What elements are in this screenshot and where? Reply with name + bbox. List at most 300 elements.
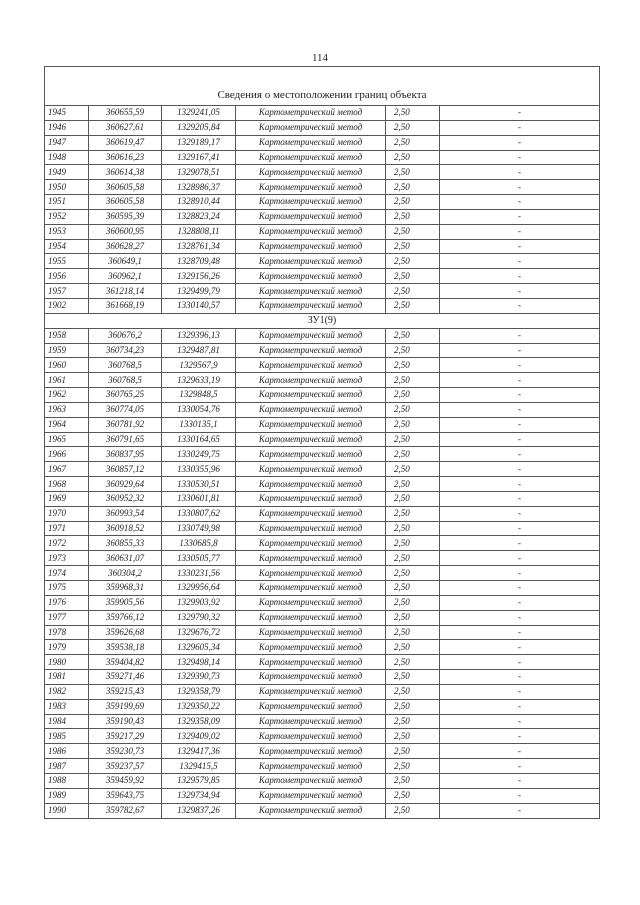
note-cell: - xyxy=(440,402,600,417)
coord-y: 1329241,05 xyxy=(162,106,236,121)
accuracy-cell: 2,50 xyxy=(386,625,440,640)
note-cell: - xyxy=(440,284,600,299)
point-number: 1968 xyxy=(45,477,89,492)
coord-y: 1328808,11 xyxy=(162,224,236,239)
table-row xyxy=(45,120,600,135)
point-number: 1951 xyxy=(45,195,89,210)
accuracy-cell: 2,50 xyxy=(386,521,440,536)
coord-x: 360993,54 xyxy=(89,506,162,521)
coord-x: 359968,31 xyxy=(89,581,162,596)
coord-x: 360655,59 xyxy=(89,106,162,121)
coord-x: 360791,65 xyxy=(89,432,162,447)
accuracy-cell: 2,50 xyxy=(386,581,440,596)
note-cell: - xyxy=(440,699,600,714)
coord-y: 1329078,51 xyxy=(162,165,236,180)
accuracy-cell: 2,50 xyxy=(386,670,440,685)
coord-y: 1328761,34 xyxy=(162,239,236,254)
method-cell: Картометрический метод xyxy=(236,744,386,759)
method-cell: Картометрический метод xyxy=(236,595,386,610)
method-cell: Картометрический метод xyxy=(236,328,386,343)
point-number: 1950 xyxy=(45,180,89,195)
point-number: 1978 xyxy=(45,625,89,640)
accuracy-cell: 2,50 xyxy=(386,120,440,135)
note-cell: - xyxy=(440,298,600,313)
coord-x: 359766,12 xyxy=(89,610,162,625)
coord-x: 360628,27 xyxy=(89,239,162,254)
method-cell: Картометрический метод xyxy=(236,209,386,224)
coord-y: 1329633,19 xyxy=(162,373,236,388)
note-cell: - xyxy=(440,477,600,492)
note-cell: - xyxy=(440,239,600,254)
note-cell: - xyxy=(440,373,600,388)
coord-y: 1329487,81 xyxy=(162,343,236,358)
table-row xyxy=(45,284,600,299)
table-row xyxy=(45,744,600,759)
coord-x: 360857,12 xyxy=(89,462,162,477)
accuracy-cell: 2,50 xyxy=(386,195,440,210)
point-number: 1954 xyxy=(45,239,89,254)
table-row xyxy=(45,773,600,788)
accuracy-cell: 2,50 xyxy=(386,610,440,625)
coord-y: 1330505,77 xyxy=(162,551,236,566)
point-number: 1974 xyxy=(45,566,89,581)
coord-x: 360304,2 xyxy=(89,566,162,581)
point-number: 1969 xyxy=(45,491,89,506)
point-number: 1949 xyxy=(45,165,89,180)
note-cell: - xyxy=(440,744,600,759)
note-cell: - xyxy=(440,135,600,150)
accuracy-cell: 2,50 xyxy=(386,477,440,492)
note-cell: - xyxy=(440,670,600,685)
method-cell: Картометрический метод xyxy=(236,254,386,269)
accuracy-cell: 2,50 xyxy=(386,551,440,566)
table-row xyxy=(45,254,600,269)
coord-y: 1328709,48 xyxy=(162,254,236,269)
method-cell: Картометрический метод xyxy=(236,402,386,417)
note-cell: - xyxy=(440,773,600,788)
coord-x: 359538,18 xyxy=(89,640,162,655)
point-number: 1981 xyxy=(45,670,89,685)
coord-x: 360962,1 xyxy=(89,269,162,284)
note-cell: - xyxy=(440,655,600,670)
coord-y: 1329790,32 xyxy=(162,610,236,625)
method-cell: Картометрический метод xyxy=(236,714,386,729)
method-cell: Картометрический метод xyxy=(236,788,386,803)
coord-y: 1328986,37 xyxy=(162,180,236,195)
coord-y: 1329396,13 xyxy=(162,328,236,343)
coord-x: 360619,47 xyxy=(89,135,162,150)
accuracy-cell: 2,50 xyxy=(386,803,440,818)
accuracy-cell: 2,50 xyxy=(386,388,440,403)
method-cell: Картометрический метод xyxy=(236,625,386,640)
method-cell: Картометрический метод xyxy=(236,729,386,744)
accuracy-cell: 2,50 xyxy=(386,209,440,224)
accuracy-cell: 2,50 xyxy=(386,566,440,581)
table-row xyxy=(45,477,600,492)
accuracy-cell: 2,50 xyxy=(386,744,440,759)
accuracy-cell: 2,50 xyxy=(386,239,440,254)
accuracy-cell: 2,50 xyxy=(386,165,440,180)
coord-y: 1330807,62 xyxy=(162,506,236,521)
coord-x: 360774,05 xyxy=(89,402,162,417)
accuracy-cell: 2,50 xyxy=(386,729,440,744)
table-title: Сведения о местоположении границ объекта xyxy=(45,67,600,106)
coord-x: 360600,95 xyxy=(89,224,162,239)
accuracy-cell: 2,50 xyxy=(386,462,440,477)
coord-x: 360781,92 xyxy=(89,417,162,432)
note-cell: - xyxy=(440,610,600,625)
coord-y: 1330135,1 xyxy=(162,417,236,432)
table-row xyxy=(45,328,600,343)
table-row xyxy=(45,447,600,462)
table-row xyxy=(45,343,600,358)
note-cell: - xyxy=(440,120,600,135)
coord-x: 359626,68 xyxy=(89,625,162,640)
method-cell: Картометрический метод xyxy=(236,640,386,655)
method-cell: Картометрический метод xyxy=(236,759,386,774)
point-number: 1980 xyxy=(45,655,89,670)
method-cell: Картометрический метод xyxy=(236,269,386,284)
point-number: 1977 xyxy=(45,610,89,625)
note-cell: - xyxy=(440,714,600,729)
note-cell: - xyxy=(440,759,600,774)
coord-x: 360929,64 xyxy=(89,477,162,492)
method-cell: Картометрический метод xyxy=(236,462,386,477)
coord-x: 360952,32 xyxy=(89,491,162,506)
point-number: 1973 xyxy=(45,551,89,566)
coord-x: 360631,07 xyxy=(89,551,162,566)
note-cell: - xyxy=(440,254,600,269)
method-cell: Картометрический метод xyxy=(236,670,386,685)
coord-x: 360605,58 xyxy=(89,195,162,210)
method-cell: Картометрический метод xyxy=(236,536,386,551)
table-row xyxy=(45,269,600,284)
accuracy-cell: 2,50 xyxy=(386,402,440,417)
table-row xyxy=(45,224,600,239)
table-row xyxy=(45,180,600,195)
coord-y: 1330601,81 xyxy=(162,491,236,506)
note-cell: - xyxy=(440,581,600,596)
table-row xyxy=(45,165,600,180)
coord-y: 1328823,24 xyxy=(162,209,236,224)
accuracy-cell: 2,50 xyxy=(386,254,440,269)
method-cell: Картометрический метод xyxy=(236,388,386,403)
method-cell: Картометрический метод xyxy=(236,684,386,699)
method-cell: Картометрический метод xyxy=(236,358,386,373)
point-number: 1990 xyxy=(45,803,89,818)
method-cell: Картометрический метод xyxy=(236,432,386,447)
point-number: 1962 xyxy=(45,388,89,403)
method-cell: Картометрический метод xyxy=(236,521,386,536)
note-cell: - xyxy=(440,491,600,506)
table-row xyxy=(45,699,600,714)
accuracy-cell: 2,50 xyxy=(386,699,440,714)
point-number: 1965 xyxy=(45,432,89,447)
method-cell: Картометрический метод xyxy=(236,165,386,180)
point-number: 1984 xyxy=(45,714,89,729)
method-cell: Картометрический метод xyxy=(236,373,386,388)
point-number: 1961 xyxy=(45,373,89,388)
method-cell: Картометрический метод xyxy=(236,566,386,581)
table-row xyxy=(45,684,600,699)
point-number: 1982 xyxy=(45,684,89,699)
note-cell: - xyxy=(440,328,600,343)
note-cell: - xyxy=(440,150,600,165)
point-number: 1971 xyxy=(45,521,89,536)
coord-y: 1329567,9 xyxy=(162,358,236,373)
table-row xyxy=(45,209,600,224)
coord-y: 1329205,84 xyxy=(162,120,236,135)
section-row xyxy=(45,313,600,328)
coord-x: 360837,95 xyxy=(89,447,162,462)
note-cell: - xyxy=(440,180,600,195)
note-cell: - xyxy=(440,209,600,224)
table-row xyxy=(45,670,600,685)
table-row xyxy=(45,729,600,744)
table-row xyxy=(45,239,600,254)
coord-x: 360918,52 xyxy=(89,521,162,536)
method-cell: Картометрический метод xyxy=(236,150,386,165)
point-number: 1966 xyxy=(45,447,89,462)
coord-y: 1329350,22 xyxy=(162,699,236,714)
note-cell: - xyxy=(440,729,600,744)
coord-y: 1330355,96 xyxy=(162,462,236,477)
coord-y: 1329903,92 xyxy=(162,595,236,610)
table-row xyxy=(45,432,600,447)
coord-y: 1328910,44 xyxy=(162,195,236,210)
page-number: 114 xyxy=(311,52,329,64)
method-cell: Картометрический метод xyxy=(236,610,386,625)
note-cell: - xyxy=(440,566,600,581)
method-cell: Картометрический метод xyxy=(236,106,386,121)
accuracy-cell: 2,50 xyxy=(386,328,440,343)
accuracy-cell: 2,50 xyxy=(386,180,440,195)
coord-y: 1330231,56 xyxy=(162,566,236,581)
table-row xyxy=(45,388,600,403)
method-cell: Картометрический метод xyxy=(236,581,386,596)
point-number: 1957 xyxy=(45,284,89,299)
table-row xyxy=(45,551,600,566)
table-row xyxy=(45,655,600,670)
accuracy-cell: 2,50 xyxy=(386,135,440,150)
method-cell: Картометрический метод xyxy=(236,239,386,254)
method-cell: Картометрический метод xyxy=(236,803,386,818)
table-row xyxy=(45,625,600,640)
accuracy-cell: 2,50 xyxy=(386,106,440,121)
accuracy-cell: 2,50 xyxy=(386,269,440,284)
table-row xyxy=(45,135,600,150)
coord-y: 1330685,8 xyxy=(162,536,236,551)
method-cell: Картометрический метод xyxy=(236,447,386,462)
table-row xyxy=(45,373,600,388)
point-number: 1986 xyxy=(45,744,89,759)
accuracy-cell: 2,50 xyxy=(386,536,440,551)
table-row xyxy=(45,417,600,432)
table-row xyxy=(45,106,600,121)
note-cell: - xyxy=(440,432,600,447)
note-cell: - xyxy=(440,684,600,699)
point-number: 1948 xyxy=(45,150,89,165)
coord-x: 359271,46 xyxy=(89,670,162,685)
method-cell: Картометрический метод xyxy=(236,343,386,358)
coord-x: 361668,19 xyxy=(89,298,162,313)
table-row xyxy=(45,298,600,313)
point-number: 1975 xyxy=(45,581,89,596)
section-label: ЗУ1(9) xyxy=(45,313,600,328)
note-cell: - xyxy=(440,269,600,284)
method-cell: Картометрический метод xyxy=(236,224,386,239)
note-cell: - xyxy=(440,625,600,640)
coord-y: 1329734,94 xyxy=(162,788,236,803)
table-row xyxy=(45,506,600,521)
point-number: 1960 xyxy=(45,358,89,373)
table-row xyxy=(45,491,600,506)
coord-y: 1329358,09 xyxy=(162,714,236,729)
coord-x: 360768,5 xyxy=(89,358,162,373)
method-cell: Картометрический метод xyxy=(236,195,386,210)
coord-x: 359459,92 xyxy=(89,773,162,788)
point-number: 1988 xyxy=(45,773,89,788)
point-number: 1983 xyxy=(45,699,89,714)
accuracy-cell: 2,50 xyxy=(386,506,440,521)
coord-y: 1329498,14 xyxy=(162,655,236,670)
coord-y: 1329605,34 xyxy=(162,640,236,655)
coord-y: 1329409,02 xyxy=(162,729,236,744)
point-number: 1963 xyxy=(45,402,89,417)
table-row xyxy=(45,195,600,210)
table-row xyxy=(45,462,600,477)
accuracy-cell: 2,50 xyxy=(386,417,440,432)
point-number: 1953 xyxy=(45,224,89,239)
accuracy-cell: 2,50 xyxy=(386,491,440,506)
coord-y: 1329837,26 xyxy=(162,803,236,818)
note-cell: - xyxy=(440,640,600,655)
point-number: 1987 xyxy=(45,759,89,774)
coord-x: 360627,61 xyxy=(89,120,162,135)
coord-y: 1330530,51 xyxy=(162,477,236,492)
method-cell: Картометрический метод xyxy=(236,298,386,313)
point-number: 1985 xyxy=(45,729,89,744)
table-row xyxy=(45,581,600,596)
point-number: 1964 xyxy=(45,417,89,432)
coord-x: 360768,5 xyxy=(89,373,162,388)
point-number: 1902 xyxy=(45,298,89,313)
note-cell: - xyxy=(440,358,600,373)
method-cell: Картометрический метод xyxy=(236,284,386,299)
accuracy-cell: 2,50 xyxy=(386,432,440,447)
method-cell: Картометрический метод xyxy=(236,699,386,714)
method-cell: Картометрический метод xyxy=(236,120,386,135)
table-row xyxy=(45,803,600,818)
coord-x: 361218,14 xyxy=(89,284,162,299)
table-row xyxy=(45,358,600,373)
table-row xyxy=(45,566,600,581)
point-number: 1967 xyxy=(45,462,89,477)
table-row xyxy=(45,595,600,610)
coord-y: 1330164,65 xyxy=(162,432,236,447)
point-number: 1976 xyxy=(45,595,89,610)
note-cell: - xyxy=(440,165,600,180)
accuracy-cell: 2,50 xyxy=(386,655,440,670)
coord-y: 1329579,85 xyxy=(162,773,236,788)
note-cell: - xyxy=(440,195,600,210)
note-cell: - xyxy=(440,521,600,536)
table-row xyxy=(45,788,600,803)
boundary-table xyxy=(44,66,600,819)
point-number: 1952 xyxy=(45,209,89,224)
point-number: 1989 xyxy=(45,788,89,803)
coord-x: 360614,38 xyxy=(89,165,162,180)
note-cell: - xyxy=(440,551,600,566)
point-number: 1946 xyxy=(45,120,89,135)
point-number: 1970 xyxy=(45,506,89,521)
accuracy-cell: 2,50 xyxy=(386,773,440,788)
note-cell: - xyxy=(440,506,600,521)
note-cell: - xyxy=(440,447,600,462)
coord-x: 360734,23 xyxy=(89,343,162,358)
accuracy-cell: 2,50 xyxy=(386,224,440,239)
table-row xyxy=(45,714,600,729)
coord-x: 360595,39 xyxy=(89,209,162,224)
coord-x: 360855,33 xyxy=(89,536,162,551)
coord-y: 1330749,98 xyxy=(162,521,236,536)
note-cell: - xyxy=(440,388,600,403)
method-cell: Картометрический метод xyxy=(236,655,386,670)
note-cell: - xyxy=(440,106,600,121)
method-cell: Картометрический метод xyxy=(236,477,386,492)
point-number: 1959 xyxy=(45,343,89,358)
coord-y: 1330140,57 xyxy=(162,298,236,313)
coord-y: 1329417,36 xyxy=(162,744,236,759)
coord-x: 359217,29 xyxy=(89,729,162,744)
note-cell: - xyxy=(440,595,600,610)
accuracy-cell: 2,50 xyxy=(386,298,440,313)
point-number: 1958 xyxy=(45,328,89,343)
accuracy-cell: 2,50 xyxy=(386,284,440,299)
table-row xyxy=(45,150,600,165)
point-number: 1945 xyxy=(45,106,89,121)
table-title-row xyxy=(45,67,600,106)
method-cell: Картометрический метод xyxy=(236,180,386,195)
coord-y: 1329358,79 xyxy=(162,684,236,699)
accuracy-cell: 2,50 xyxy=(386,684,440,699)
table-row xyxy=(45,402,600,417)
table-row xyxy=(45,610,600,625)
coord-y: 1329676,72 xyxy=(162,625,236,640)
accuracy-cell: 2,50 xyxy=(386,759,440,774)
note-cell: - xyxy=(440,224,600,239)
note-cell: - xyxy=(440,788,600,803)
coord-y: 1329415,5 xyxy=(162,759,236,774)
method-cell: Картометрический метод xyxy=(236,491,386,506)
coord-y: 1329156,26 xyxy=(162,269,236,284)
accuracy-cell: 2,50 xyxy=(386,373,440,388)
note-cell: - xyxy=(440,536,600,551)
note-cell: - xyxy=(440,462,600,477)
coord-y: 1330249,75 xyxy=(162,447,236,462)
accuracy-cell: 2,50 xyxy=(386,150,440,165)
coord-y: 1329390,73 xyxy=(162,670,236,685)
point-number: 1979 xyxy=(45,640,89,655)
method-cell: Картометрический метод xyxy=(236,551,386,566)
coord-x: 360765,25 xyxy=(89,388,162,403)
coord-x: 360605,58 xyxy=(89,180,162,195)
coord-x: 359643,75 xyxy=(89,788,162,803)
accuracy-cell: 2,50 xyxy=(386,358,440,373)
accuracy-cell: 2,50 xyxy=(386,640,440,655)
coord-x: 359230,73 xyxy=(89,744,162,759)
point-number: 1956 xyxy=(45,269,89,284)
